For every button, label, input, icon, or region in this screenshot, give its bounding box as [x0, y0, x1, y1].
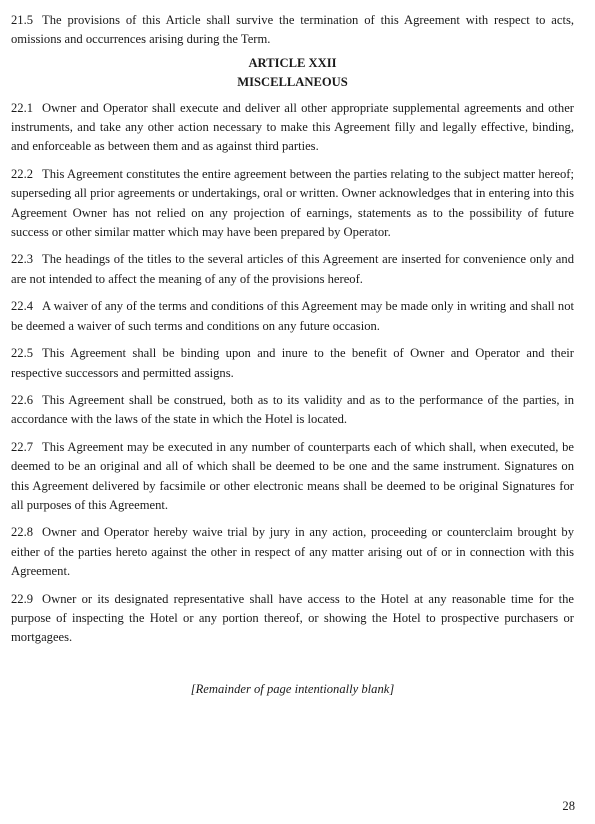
- section-22-8: [11, 523, 574, 581]
- section-number: 22.9: [11, 591, 34, 606]
- section-number: 21.5: [11, 13, 34, 27]
- section-number: 22.5: [11, 346, 34, 361]
- section-22-1: [11, 99, 574, 157]
- section-text: A waiver of any of the terms and conditions of this Agreement may be made only in writing and shall not be deemed a waiver of such terms and conditions on any future occasion.: [11, 299, 574, 333]
- section-22-5: [11, 344, 574, 383]
- section-number: 22.4: [11, 299, 34, 314]
- section-text: This Agreement may be executed in any number of counterparts each of which shall, when executed, be deemed to be an original and all of which shall be deemed to be one and the same instrument. Signatures on this Agreement delivered by facsimile or other electronic means shall be deemed to be original Signatures for all purposes of this Agreement.: [11, 439, 574, 512]
- section-text: The provisions of this Article shall survive the termination of this Agreement with respect to acts, omissions and occurrences arising during the Term.: [11, 13, 574, 47]
- article-title: ARTICLE XXII: [248, 55, 337, 70]
- section-text: This Agreement shall be binding upon and inure to the benefit of Owner and Operator and their respective successors and permitted assigns.: [11, 346, 574, 380]
- article-subtitle: MISCELLANEOUS: [237, 75, 348, 90]
- section-text: The headings of the titles to the several articles of this Agreement are inserted for convenience only and are not intended to affect the meaning of any of the provisions hereof.: [11, 252, 574, 286]
- section-22-6: [11, 391, 574, 430]
- section-22-9: [11, 590, 574, 648]
- remainder-note: [Remainder of page intentionally blank]: [190, 681, 395, 696]
- section-22-4: [11, 297, 574, 336]
- section-text: Owner or its designated representative shall have access to the Hotel at any reasonable time for the purpose of inspecting the Hotel or any portion thereof, or showing the Hotel to prospective purchasers or mortgagees.: [11, 591, 574, 645]
- section-text: Owner and Operator shall execute and deliver all other appropriate supplemental agreements and other instruments, and take any other action necessary to make this Agreement filly and legally effective, binding, and enforceable as between them and as against third parties.: [11, 100, 574, 154]
- section-21-5: [11, 11, 574, 50]
- section-number: 22.1: [11, 100, 34, 115]
- section-22-2: [11, 165, 574, 243]
- section-number: 22.2: [11, 166, 34, 181]
- section-number: 22.3: [11, 252, 34, 267]
- section-number: 22.8: [11, 525, 34, 540]
- page-number: 28: [562, 799, 575, 813]
- section-text: This Agreement shall be construed, both as to its validity and as to the performance of the parties, in accordance with the laws of the state in which the Hotel is located.: [11, 392, 574, 427]
- section-text: This Agreement constitutes the entire agreement between the parties relating to the subject matter hereof; superseding all prior agreements or undertakings, oral or written. Owner acknowledges that in entering into this Agreement Owner has not relied on any projection of earnings, statements as to the possibility of future success or other similar matter which may have been prepared by Operator.: [11, 166, 574, 240]
- section-number: 22.6: [11, 392, 34, 407]
- section-22-3: [11, 250, 574, 289]
- section-number: 22.7: [11, 439, 34, 454]
- section-text: Owner and Operator hereby waive trial by jury in any action, proceeding or counterclaim brought by either of the parties hereto against the other in respect of any matter arising out of or in connection with this Agreement.: [11, 525, 574, 579]
- section-22-7: [11, 438, 574, 516]
